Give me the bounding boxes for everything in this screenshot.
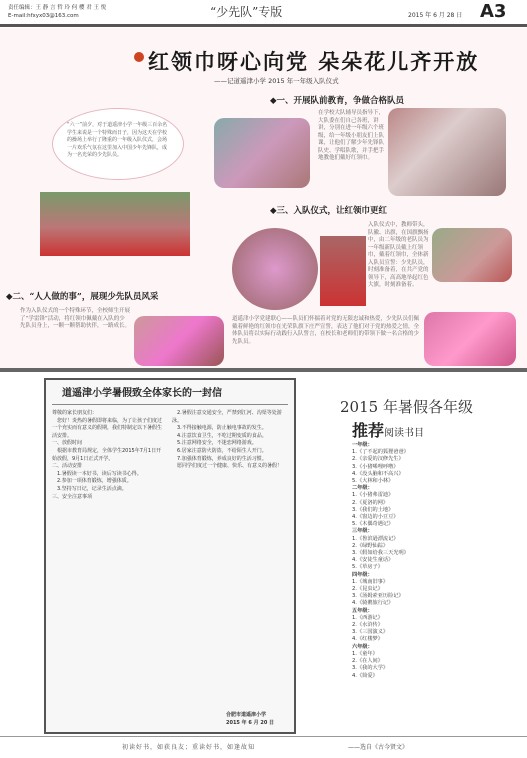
book-item: 3.《小猪唏哩呼噜》 <box>352 463 399 470</box>
photo-activity <box>134 316 224 366</box>
section-1-text: 在学校大队辅导员指导下，大队委在们自己各班，讲讲，分别在进一年级六个班级，给一年级小朋友们上队课，让他们了解少年先锋队队史、学唱队歌，并手把手地教他们戴好红领巾。 <box>318 110 385 161</box>
intro-quote: “六一”前夕，对于道遥津小学一年级三百余名学生来说是一个特殊而日子，因为这天在学校的操场上举行了隆重的一年级入队仪式，会场一片欢乐气氛在这里加入中国少年先锋队，成为一名光荣的少先队员。 <box>52 108 184 180</box>
book-item: 1.《了不起的狐狸爸爸》 <box>352 449 409 456</box>
grade-label: 五年级： <box>352 607 373 614</box>
books-subheading <box>352 418 424 441</box>
grade-label: 三年级： <box>352 528 373 535</box>
grade-label: 一年级： <box>352 442 373 448</box>
section-heading-1: ◆一、开展队前教育，争做合格队员 <box>270 96 405 106</box>
photo-ceremony-field <box>432 228 512 282</box>
book-item: 2.《在人间》 <box>352 658 383 665</box>
books-list-label: 阅读书目 <box>384 428 425 439</box>
book-item: 1.《城南旧事》 <box>352 578 389 585</box>
photo-celebration <box>424 312 516 366</box>
letter-column-1: 尊敬的家长朋友们： 您好！炎热的暑假即将来临，为了让孩子们度过一个充实而有意义的假期，我们特制定以下暑假生活安排。 一、放假时间 根据市教育局规定，全体学生2015年7月1日开始放假，9月1日正式开学。 二、活动安排 1.暑假读一本好书，读后写读书心得。 2.参加一项体育锻炼，增强体质。 3.坚持写日记，记录生活点滴。 三、安全注意事项 <box>52 410 163 500</box>
book-item: 3.《假如给我三天光明》 <box>352 550 409 557</box>
feature-title: 红领巾呀心向党 朵朵花儿齐开放 <box>148 49 480 74</box>
books-heading: 2015 年暑假各年级 <box>340 398 473 416</box>
section-heading-3: ◆三、入队仪式，让红领巾更红 <box>270 206 388 216</box>
email-line: E-mail:hfxyx03@163.com <box>8 13 79 19</box>
grade-label: 四年级： <box>352 571 373 578</box>
book-item: 1.《鲁滨逊漂流记》 <box>352 535 399 542</box>
grade-label: 二年级： <box>352 485 373 492</box>
feature-subtitle: ——记道遥津小学 2015 年一年级入队仪式 <box>214 77 339 85</box>
book-item: 2.《昆虫记》 <box>352 586 383 593</box>
column-title: “少先队”专版 <box>210 5 283 19</box>
photo-pioneer <box>320 236 366 306</box>
books-recommend-label: 推荐 <box>352 421 385 440</box>
book-item: 2.《亲爱的汉修先生》 <box>352 456 404 463</box>
photo-classroom <box>388 108 506 196</box>
closing-text: 道遥津小学党建联心——队员们怀揣着对党的无限忠诚和热爱，少先队员们佩戴着鲜艳的红领巾在光荣队旗下庄严宣誓，表达了他们对于党的热爱之情，全体队员将以实际行动践行入队誓言，在校长和老师们的带领下做一名合格的少先队员。 <box>232 316 420 345</box>
book-item: 4.《红楼梦》 <box>352 636 383 643</box>
section-heading-2: ◆二、“人人做的事”，展现少先队员风采 <box>6 292 159 302</box>
book-item: 2.《水浒传》 <box>352 622 383 629</box>
photo-group-students <box>40 192 190 256</box>
book-item: 5.《木偶奇遇记》 <box>352 521 394 528</box>
book-item: 5.《草房子》 <box>352 564 383 571</box>
footer-rule <box>0 736 527 737</box>
letter-date: 2015 年 6 月 20 日 <box>226 720 275 726</box>
book-item: 4.《没头脑和不高兴》 <box>352 470 404 477</box>
book-item: 1.《西游记》 <box>352 614 383 621</box>
footer-source: ——选自《古今贤文》 <box>348 744 409 751</box>
letter-column-2: 2.暑假注意交通安全，严禁到江河、沟渠等处游泳。 3.不得接触电源，防止触电事故的发生。 4.注意饮食卫生，不吃过期变质的食品。 5.注意网络安全，不迷恋网络游戏。 6.居家注意防火防盗，不给陌生人开门。 7.加强体育锻炼，养成良好的生活习惯。 愿同学们度过一个健康、快乐、有意义的暑假！ <box>172 410 283 470</box>
page-number: A3 <box>480 1 507 22</box>
photo-team-lesson <box>214 118 310 188</box>
book-item: 4.《安徒生童话》 <box>352 557 394 564</box>
issue-date: 2015 年 6 月 28 日 <box>408 12 463 19</box>
book-list <box>352 442 409 680</box>
book-item: 4.《简爱》 <box>352 672 378 679</box>
masthead-credits <box>8 4 106 20</box>
book-item: 3.《汤姆索亚历险记》 <box>352 593 404 600</box>
flower-icon <box>134 52 144 62</box>
book-item: 3.《三国演义》 <box>352 629 389 636</box>
book-item: 1.《童年》 <box>352 650 378 657</box>
letter-title: 道遥津小学暑假致全体家长的一封信 <box>62 388 222 399</box>
editors-line: 责任编辑：王 静 言 哲 玲 何 樱 君 王 悦 <box>8 5 107 11</box>
header-rule <box>0 24 527 27</box>
section-2-text: 作为入队仪式的一个特殊环节，全校师生开展了“学雷锋”活动，将红领巾佩戴在入队的少先队员身上，一颗一颗帮助伙伴，一路成长。 <box>20 308 131 329</box>
section-3-text: 入队仪式中，教师带头，队徽、出旗，在国旗飘扬中，由二年级的老队员为一年级新队员戴上红领巾，戴着红领巾，全体新入队员宣誓：少先队员，时刻准备着，在共产党的领导下，高高地举起红色大旗，时刻准备着。 <box>368 222 429 288</box>
book-item: 4.《骑鹅旅行记》 <box>352 600 394 607</box>
photo-tie-ceremony <box>232 228 318 310</box>
book-item: 3.《我们的土地》 <box>352 506 394 513</box>
book-item: 1.《小猪弗雷迪》 <box>352 492 394 499</box>
letter-signature: 合肥市道遥津小学 <box>226 712 267 718</box>
letter-title-rule <box>52 404 288 405</box>
book-item: 2.《绿野仙踪》 <box>352 542 389 549</box>
grade-label: 六年级： <box>352 643 373 650</box>
footer-quote: 初读好书，如获良友；重读好书，如逢故知 <box>122 744 256 751</box>
book-item: 5.《大林和小林》 <box>352 478 394 485</box>
book-item: 3.《我的大学》 <box>352 665 389 672</box>
book-item: 4.《窗边的小豆豆》 <box>352 514 399 521</box>
book-item: 2.《夏洛的网》 <box>352 499 389 506</box>
section-divider <box>0 368 527 372</box>
